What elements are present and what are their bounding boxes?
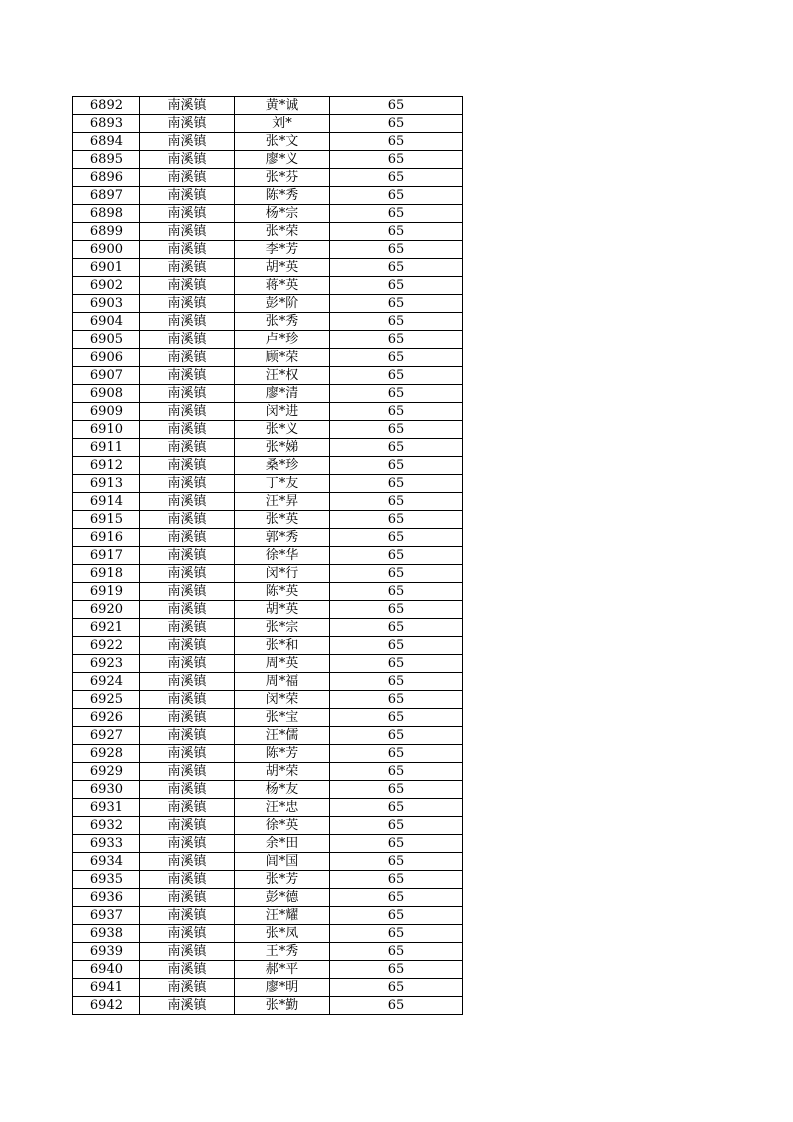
row-number-cell: 6907 xyxy=(73,367,140,385)
amount-cell: 65 xyxy=(330,169,463,187)
row-number-cell: 6932 xyxy=(73,817,140,835)
town-cell: 南溪镇 xyxy=(140,475,235,493)
table-row xyxy=(73,439,463,457)
town-cell: 南溪镇 xyxy=(140,187,235,205)
name-cell: 张*文 xyxy=(235,133,330,151)
amount-cell: 65 xyxy=(330,439,463,457)
row-number-cell: 6895 xyxy=(73,151,140,169)
amount-cell: 65 xyxy=(330,691,463,709)
name-cell: 杨*宗 xyxy=(235,205,330,223)
name-cell: 张*宗 xyxy=(235,619,330,637)
name-cell: 刘* xyxy=(235,115,330,133)
table-row xyxy=(73,997,463,1015)
row-number-cell: 6923 xyxy=(73,655,140,673)
amount-cell: 65 xyxy=(330,745,463,763)
name-cell: 蒋*英 xyxy=(235,277,330,295)
town-cell: 南溪镇 xyxy=(140,799,235,817)
amount-cell: 65 xyxy=(330,475,463,493)
name-cell: 丁*友 xyxy=(235,475,330,493)
town-cell: 南溪镇 xyxy=(140,961,235,979)
amount-cell: 65 xyxy=(330,187,463,205)
amount-cell: 65 xyxy=(330,583,463,601)
amount-cell: 65 xyxy=(330,907,463,925)
table-row xyxy=(73,511,463,529)
table-row xyxy=(73,889,463,907)
amount-cell: 65 xyxy=(330,871,463,889)
name-cell: 余*田 xyxy=(235,835,330,853)
name-cell: 闵*荣 xyxy=(235,691,330,709)
table-row xyxy=(73,529,463,547)
town-cell: 南溪镇 xyxy=(140,133,235,151)
name-cell: 汪*昇 xyxy=(235,493,330,511)
town-cell: 南溪镇 xyxy=(140,763,235,781)
name-cell: 李*芳 xyxy=(235,241,330,259)
name-cell: 陈*秀 xyxy=(235,187,330,205)
amount-cell: 65 xyxy=(330,547,463,565)
row-number-cell: 6908 xyxy=(73,385,140,403)
name-cell: 张*秀 xyxy=(235,313,330,331)
town-cell: 南溪镇 xyxy=(140,97,235,115)
row-number-cell: 6892 xyxy=(73,97,140,115)
name-cell: 彭*阶 xyxy=(235,295,330,313)
row-number-cell: 6911 xyxy=(73,439,140,457)
amount-cell: 65 xyxy=(330,997,463,1015)
table-row xyxy=(73,385,463,403)
table-row xyxy=(73,583,463,601)
town-cell: 南溪镇 xyxy=(140,871,235,889)
town-cell: 南溪镇 xyxy=(140,403,235,421)
table-row xyxy=(73,169,463,187)
name-cell: 卢*珍 xyxy=(235,331,330,349)
name-cell: 张*凤 xyxy=(235,925,330,943)
town-cell: 南溪镇 xyxy=(140,115,235,133)
amount-cell: 65 xyxy=(330,385,463,403)
table-row xyxy=(73,727,463,745)
amount-cell: 65 xyxy=(330,673,463,691)
table-row xyxy=(73,871,463,889)
amount-cell: 65 xyxy=(330,943,463,961)
row-number-cell: 6927 xyxy=(73,727,140,745)
town-cell: 南溪镇 xyxy=(140,331,235,349)
row-number-cell: 6931 xyxy=(73,799,140,817)
amount-cell: 65 xyxy=(330,223,463,241)
town-cell: 南溪镇 xyxy=(140,979,235,997)
town-cell: 南溪镇 xyxy=(140,637,235,655)
row-number-cell: 6919 xyxy=(73,583,140,601)
town-cell: 南溪镇 xyxy=(140,223,235,241)
name-cell: 张*英 xyxy=(235,511,330,529)
name-cell: 廖*清 xyxy=(235,385,330,403)
row-number-cell: 6912 xyxy=(73,457,140,475)
table-row xyxy=(73,475,463,493)
amount-cell: 65 xyxy=(330,151,463,169)
name-cell: 张*义 xyxy=(235,421,330,439)
amount-cell: 65 xyxy=(330,619,463,637)
row-number-cell: 6893 xyxy=(73,115,140,133)
town-cell: 南溪镇 xyxy=(140,439,235,457)
town-cell: 南溪镇 xyxy=(140,907,235,925)
amount-cell: 65 xyxy=(330,817,463,835)
town-cell: 南溪镇 xyxy=(140,889,235,907)
name-cell: 徐*华 xyxy=(235,547,330,565)
town-cell: 南溪镇 xyxy=(140,205,235,223)
data-table xyxy=(72,96,463,1015)
town-cell: 南溪镇 xyxy=(140,367,235,385)
row-number-cell: 6900 xyxy=(73,241,140,259)
amount-cell: 65 xyxy=(330,457,463,475)
row-number-cell: 6898 xyxy=(73,205,140,223)
row-number-cell: 6936 xyxy=(73,889,140,907)
table-row xyxy=(73,709,463,727)
town-cell: 南溪镇 xyxy=(140,745,235,763)
town-cell: 南溪镇 xyxy=(140,835,235,853)
table-row xyxy=(73,547,463,565)
amount-cell: 65 xyxy=(330,277,463,295)
name-cell: 徐*英 xyxy=(235,817,330,835)
name-cell: 周*英 xyxy=(235,655,330,673)
row-number-cell: 6924 xyxy=(73,673,140,691)
amount-cell: 65 xyxy=(330,637,463,655)
row-number-cell: 6915 xyxy=(73,511,140,529)
name-cell: 汪*耀 xyxy=(235,907,330,925)
table-row xyxy=(73,313,463,331)
amount-cell: 65 xyxy=(330,493,463,511)
row-number-cell: 6910 xyxy=(73,421,140,439)
town-cell: 南溪镇 xyxy=(140,529,235,547)
amount-cell: 65 xyxy=(330,133,463,151)
row-number-cell: 6938 xyxy=(73,925,140,943)
amount-cell: 65 xyxy=(330,889,463,907)
table-row xyxy=(73,331,463,349)
amount-cell: 65 xyxy=(330,853,463,871)
name-cell: 闵*进 xyxy=(235,403,330,421)
town-cell: 南溪镇 xyxy=(140,673,235,691)
table-row xyxy=(73,817,463,835)
row-number-cell: 6930 xyxy=(73,781,140,799)
table-row xyxy=(73,241,463,259)
row-number-cell: 6899 xyxy=(73,223,140,241)
name-cell: 陈*英 xyxy=(235,583,330,601)
table-row xyxy=(73,907,463,925)
name-cell: 汪*忠 xyxy=(235,799,330,817)
name-cell: 郭*秀 xyxy=(235,529,330,547)
name-cell: 胡*荣 xyxy=(235,763,330,781)
table-row xyxy=(73,925,463,943)
row-number-cell: 6935 xyxy=(73,871,140,889)
town-cell: 南溪镇 xyxy=(140,997,235,1015)
table-row xyxy=(73,637,463,655)
name-cell: 张*勤 xyxy=(235,997,330,1015)
town-cell: 南溪镇 xyxy=(140,547,235,565)
table-row xyxy=(73,259,463,277)
table-row xyxy=(73,799,463,817)
amount-cell: 65 xyxy=(330,781,463,799)
amount-cell: 65 xyxy=(330,925,463,943)
table-row xyxy=(73,655,463,673)
name-cell: 张*芳 xyxy=(235,871,330,889)
table-row xyxy=(73,601,463,619)
table-row xyxy=(73,421,463,439)
town-cell: 南溪镇 xyxy=(140,277,235,295)
town-cell: 南溪镇 xyxy=(140,511,235,529)
row-number-cell: 6901 xyxy=(73,259,140,277)
table-row xyxy=(73,745,463,763)
row-number-cell: 6902 xyxy=(73,277,140,295)
row-number-cell: 6903 xyxy=(73,295,140,313)
row-number-cell: 6940 xyxy=(73,961,140,979)
row-number-cell: 6896 xyxy=(73,169,140,187)
town-cell: 南溪镇 xyxy=(140,853,235,871)
table-row xyxy=(73,619,463,637)
row-number-cell: 6928 xyxy=(73,745,140,763)
table-row xyxy=(73,295,463,313)
amount-cell: 65 xyxy=(330,115,463,133)
town-cell: 南溪镇 xyxy=(140,727,235,745)
table-row xyxy=(73,205,463,223)
amount-cell: 65 xyxy=(330,961,463,979)
row-number-cell: 6916 xyxy=(73,529,140,547)
name-cell: 闾*国 xyxy=(235,853,330,871)
table-row xyxy=(73,151,463,169)
name-cell: 张*荣 xyxy=(235,223,330,241)
name-cell: 顾*荣 xyxy=(235,349,330,367)
row-number-cell: 6904 xyxy=(73,313,140,331)
table-row xyxy=(73,115,463,133)
town-cell: 南溪镇 xyxy=(140,709,235,727)
town-cell: 南溪镇 xyxy=(140,943,235,961)
amount-cell: 65 xyxy=(330,313,463,331)
town-cell: 南溪镇 xyxy=(140,457,235,475)
table-row xyxy=(73,835,463,853)
row-number-cell: 6942 xyxy=(73,997,140,1015)
amount-cell: 65 xyxy=(330,205,463,223)
row-number-cell: 6934 xyxy=(73,853,140,871)
name-cell: 王*秀 xyxy=(235,943,330,961)
town-cell: 南溪镇 xyxy=(140,565,235,583)
town-cell: 南溪镇 xyxy=(140,259,235,277)
table-row xyxy=(73,673,463,691)
table-row xyxy=(73,493,463,511)
name-cell: 陈*芳 xyxy=(235,745,330,763)
table-row xyxy=(73,943,463,961)
amount-cell: 65 xyxy=(330,727,463,745)
amount-cell: 65 xyxy=(330,655,463,673)
name-cell: 张*和 xyxy=(235,637,330,655)
amount-cell: 65 xyxy=(330,241,463,259)
row-number-cell: 6937 xyxy=(73,907,140,925)
amount-cell: 65 xyxy=(330,367,463,385)
table-row xyxy=(73,961,463,979)
amount-cell: 65 xyxy=(330,511,463,529)
amount-cell: 65 xyxy=(330,979,463,997)
town-cell: 南溪镇 xyxy=(140,583,235,601)
table-row xyxy=(73,187,463,205)
row-number-cell: 6939 xyxy=(73,943,140,961)
town-cell: 南溪镇 xyxy=(140,655,235,673)
table-row xyxy=(73,277,463,295)
row-number-cell: 6926 xyxy=(73,709,140,727)
table-row xyxy=(73,781,463,799)
name-cell: 张*宝 xyxy=(235,709,330,727)
amount-cell: 65 xyxy=(330,295,463,313)
row-number-cell: 6917 xyxy=(73,547,140,565)
row-number-cell: 6918 xyxy=(73,565,140,583)
table-row xyxy=(73,853,463,871)
row-number-cell: 6922 xyxy=(73,637,140,655)
name-cell: 廖*义 xyxy=(235,151,330,169)
amount-cell: 65 xyxy=(330,421,463,439)
town-cell: 南溪镇 xyxy=(140,313,235,331)
row-number-cell: 6906 xyxy=(73,349,140,367)
amount-cell: 65 xyxy=(330,403,463,421)
town-cell: 南溪镇 xyxy=(140,817,235,835)
amount-cell: 65 xyxy=(330,835,463,853)
town-cell: 南溪镇 xyxy=(140,601,235,619)
table-row xyxy=(73,223,463,241)
table-row xyxy=(73,349,463,367)
amount-cell: 65 xyxy=(330,565,463,583)
town-cell: 南溪镇 xyxy=(140,169,235,187)
name-cell: 郝*平 xyxy=(235,961,330,979)
town-cell: 南溪镇 xyxy=(140,151,235,169)
amount-cell: 65 xyxy=(330,529,463,547)
town-cell: 南溪镇 xyxy=(140,691,235,709)
amount-cell: 65 xyxy=(330,331,463,349)
row-number-cell: 6913 xyxy=(73,475,140,493)
row-number-cell: 6925 xyxy=(73,691,140,709)
name-cell: 周*福 xyxy=(235,673,330,691)
table-body xyxy=(73,97,463,1015)
row-number-cell: 6914 xyxy=(73,493,140,511)
table-row xyxy=(73,691,463,709)
row-number-cell: 6933 xyxy=(73,835,140,853)
row-number-cell: 6941 xyxy=(73,979,140,997)
row-number-cell: 6905 xyxy=(73,331,140,349)
name-cell: 张*芬 xyxy=(235,169,330,187)
amount-cell: 65 xyxy=(330,349,463,367)
table-row xyxy=(73,367,463,385)
name-cell: 黄*诚 xyxy=(235,97,330,115)
name-cell: 桑*珍 xyxy=(235,457,330,475)
row-number-cell: 6897 xyxy=(73,187,140,205)
amount-cell: 65 xyxy=(330,97,463,115)
town-cell: 南溪镇 xyxy=(140,295,235,313)
amount-cell: 65 xyxy=(330,601,463,619)
table-row xyxy=(73,457,463,475)
amount-cell: 65 xyxy=(330,259,463,277)
town-cell: 南溪镇 xyxy=(140,925,235,943)
row-number-cell: 6920 xyxy=(73,601,140,619)
town-cell: 南溪镇 xyxy=(140,241,235,259)
amount-cell: 65 xyxy=(330,799,463,817)
name-cell: 闵*行 xyxy=(235,565,330,583)
row-number-cell: 6894 xyxy=(73,133,140,151)
name-cell: 汪*儒 xyxy=(235,727,330,745)
amount-cell: 65 xyxy=(330,763,463,781)
name-cell: 杨*友 xyxy=(235,781,330,799)
table-row xyxy=(73,97,463,115)
table-row xyxy=(73,565,463,583)
name-cell: 汪*权 xyxy=(235,367,330,385)
table-row xyxy=(73,979,463,997)
town-cell: 南溪镇 xyxy=(140,421,235,439)
town-cell: 南溪镇 xyxy=(140,385,235,403)
row-number-cell: 6921 xyxy=(73,619,140,637)
row-number-cell: 6909 xyxy=(73,403,140,421)
row-number-cell: 6929 xyxy=(73,763,140,781)
table-row xyxy=(73,763,463,781)
name-cell: 胡*英 xyxy=(235,601,330,619)
town-cell: 南溪镇 xyxy=(140,619,235,637)
town-cell: 南溪镇 xyxy=(140,781,235,799)
amount-cell: 65 xyxy=(330,709,463,727)
town-cell: 南溪镇 xyxy=(140,349,235,367)
name-cell: 彭*德 xyxy=(235,889,330,907)
table-row xyxy=(73,133,463,151)
name-cell: 胡*英 xyxy=(235,259,330,277)
table-row xyxy=(73,403,463,421)
town-cell: 南溪镇 xyxy=(140,493,235,511)
name-cell: 张*娣 xyxy=(235,439,330,457)
name-cell: 廖*明 xyxy=(235,979,330,997)
